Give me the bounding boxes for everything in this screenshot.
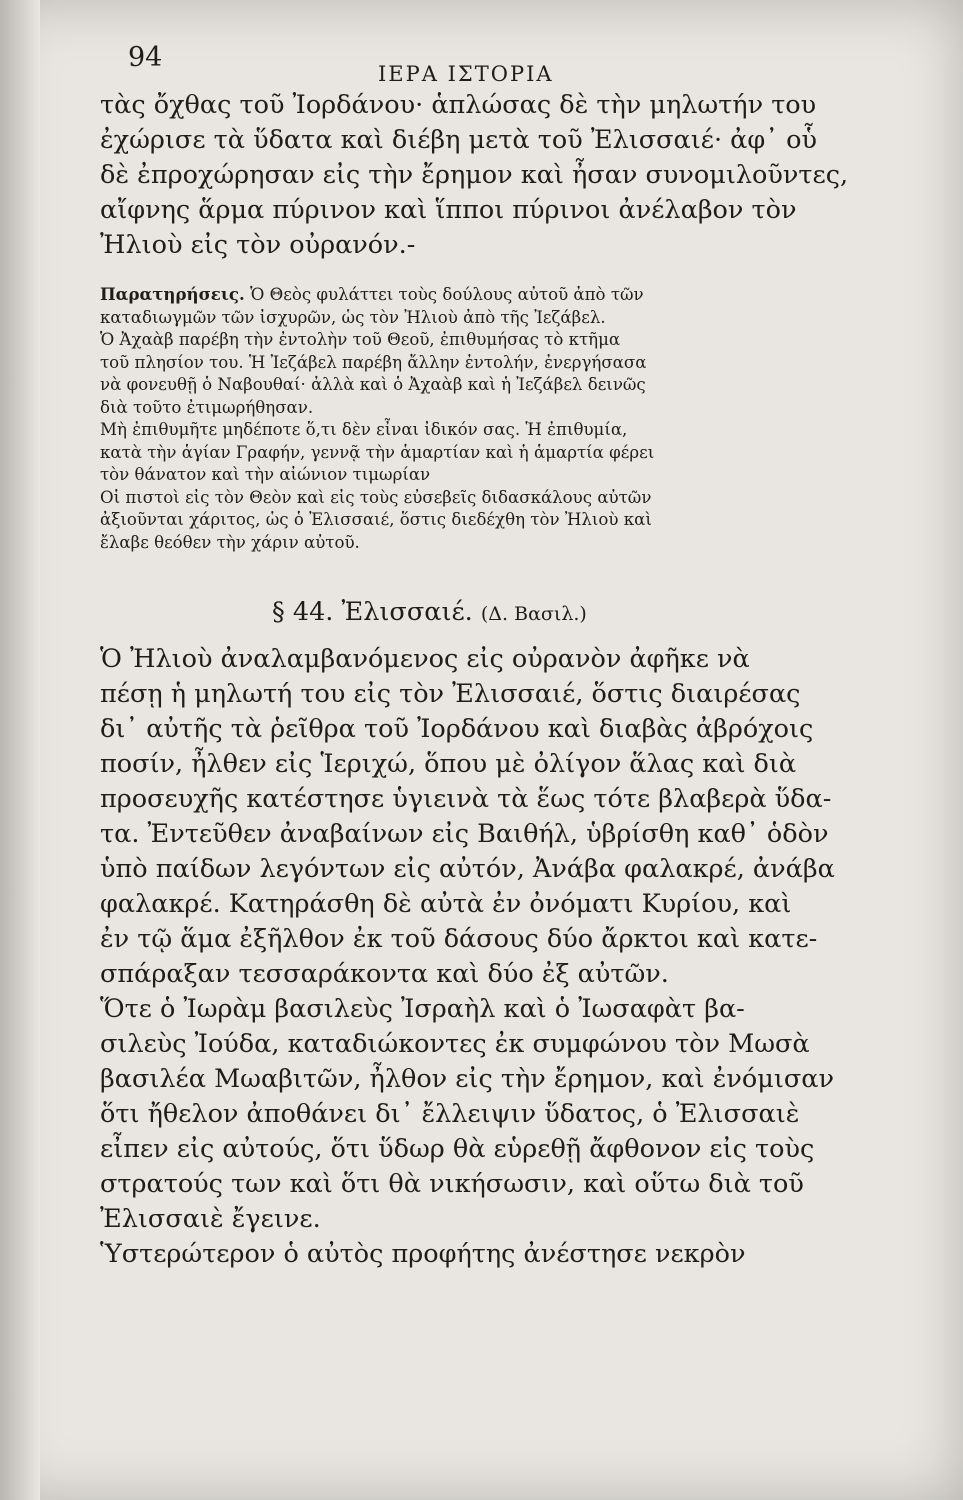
text-line: αἴφνης ἅρμα πύρινον καὶ ἵπποι πύρινοι ἀνέλαβον τὸν xyxy=(100,195,797,225)
intro-paragraph xyxy=(100,88,860,263)
text-line: εἶπεν εἰς αὐτούς, ὅτι ὕδωρ θὰ εὑρεθῇ ἄφθονον εἰς τοὺς xyxy=(100,1134,815,1164)
note-line: τοῦ πλησίον του. Ἡ Ἰεζάβελ παρέβη ἄλλην ἐντολήν, ἐνεργήσασα xyxy=(100,352,647,372)
text-line: ὅτι ἤθελον ἀποθάνει δι᾽ ἔλλειψιν ὕδατος, ὁ Ἐλισσαιὲ xyxy=(100,1099,800,1129)
text-line: ποσίν, ἦλθεν εἰς Ἱεριχώ, ὅπου μὲ ὀλίγον ἅλας καὶ διὰ xyxy=(100,749,797,779)
text-line: τα. Ἐντεῦθεν ἀναβαίνων εἰς Βαιθήλ, ὑβρίσθη καθ᾽ ὁδὸν xyxy=(100,819,829,849)
page-number: 94 xyxy=(128,42,163,73)
notes-label: Παρατηρήσεις. xyxy=(100,284,245,304)
text-line: τὰς ὄχθας τοῦ Ἰορδάνου· ἁπλώσας δὲ τὴν μηλωτήν του xyxy=(100,90,817,120)
text-line: βασιλέα Μωαβιτῶν, ἦλθον εἰς τὴν ἔρημον, καὶ ἐνόμισαν xyxy=(100,1064,834,1094)
text-line: φαλακρέ. Κατηράσθη δὲ αὐτὰ ἐν ὀνόματι Κυρίου, καὶ xyxy=(100,889,792,919)
text-line: ἐν τῷ ἅμα ἐξῆλθον ἐκ τοῦ δάσους δύο ἄρκτοι καὶ κατε- xyxy=(100,924,818,954)
note-line: νὰ φονευθῇ ὁ Ναβουθαί· ἀλλὰ καὶ ὁ Ἀχαὰβ καὶ ἡ Ἰεζάβελ δεινῶς xyxy=(100,375,646,394)
text-line: ἐχώρισε τὰ ὕδατα καὶ διέβη μετὰ τοῦ Ἐλισσαιέ· ἀφ᾽ οὗ xyxy=(100,125,817,155)
text-line: δι᾽ αὐτῆς τὰ ῥεῖθρα τοῦ Ἰορδάνου καὶ διαβὰς ἀβρόχοις xyxy=(100,714,814,744)
spacer xyxy=(100,554,860,594)
text-block xyxy=(100,38,860,1272)
section-heading-text: § 44. Ἐλισσαιέ. xyxy=(272,597,473,627)
note-line: τὸν θάνατον καὶ τὴν αἰώνιον τιμωρίαν xyxy=(100,465,431,484)
note-line: Μὴ ἐπιθυμῆτε μηδέποτε ὅ,τι δὲν εἶναι ἰδικόν σας. Ἡ ἐπιθυμία, xyxy=(100,420,628,439)
text-line: δὲ ἐπροχώρησαν εἰς τὴν ἔρημον καὶ ἦσαν συνομιλοῦντες, xyxy=(100,160,849,190)
text-line: Ὁ Ἠλιοὺ ἀναλαμβανόμενος εἰς οὐρανὸν ἀφῆκε νὰ xyxy=(100,644,750,674)
text-line: ὑπὸ παίδων λεγόντων εἰς αὐτόν, Ἀνάβα φαλακρέ, ἀνάβα xyxy=(100,854,835,884)
note-line: ἀξιοῦνται χάριτος, ὡς ὁ Ἐλισσαιέ, ὅστις διεδέχθη τὸν Ἠλιοὺ καὶ xyxy=(100,510,652,529)
note-line: κατὰ τὴν ἁγίαν Γραφήν, γεννᾷ τὴν ἁμαρτίαν καὶ ἡ ἁμαρτία φέρει xyxy=(100,442,655,462)
text-line: πέσῃ ἡ μηλωτή του εἰς τὸν Ἐλισσαιέ, ὅστις διαιρέσας xyxy=(100,679,801,709)
text-line: Ὅτε ὁ Ἰωρὰμ βασιλεὺς Ἰσραὴλ καὶ ὁ Ἰωσαφὰτ βα- xyxy=(100,994,745,1024)
running-title: ΙΕΡΑ ΙΣΤΟΡΙΑ xyxy=(378,62,554,86)
note-line: διὰ τοῦτο ἐτιμωρήθησαν. xyxy=(100,397,314,417)
notes-first-line-text: Ὁ Θεὸς φυλάττει τοὺς δούλους αὐτοῦ ἀπὸ τῶν xyxy=(250,285,644,304)
spacer xyxy=(100,263,860,283)
note-line: Ὁ Ἀχαὰβ παρέβη τὴν ἐντολὴν τοῦ Θεοῦ, ἐπιθυμήσας τὸ κτῆμα xyxy=(100,330,621,349)
notes-first-line xyxy=(100,283,860,307)
notes-block xyxy=(100,283,860,554)
note-line: Οἱ πιστοὶ εἰς τὸν Θεὸν καὶ εἰς τοὺς εὐσεβεῖς διδασκάλους αὐτῶν xyxy=(100,487,652,507)
text-line: προσευχῆς κατέστησε ὑγιεινὰ τὰ ἕως τότε βλαβερὰ ὕδα- xyxy=(100,784,832,814)
section-heading-reference: (Δ. Βασιλ.) xyxy=(480,603,587,625)
running-head xyxy=(100,38,860,88)
text-line: Ἐλισσαιὲ ἔγεινε. xyxy=(100,1204,321,1234)
note-line: ἔλαβε θεόθεν τὴν χάριν αὐτοῦ. xyxy=(100,532,360,552)
body-text xyxy=(100,642,860,1272)
book-spine-shadow xyxy=(0,0,40,1500)
section-heading xyxy=(100,594,860,632)
text-line: Ἠλιοὺ εἰς τὸν οὐρανόν.- xyxy=(100,230,416,260)
text-line: στρατούς των καὶ ὅτι θὰ νικήσωσιν, καὶ οὕτω διὰ τοῦ xyxy=(100,1169,804,1199)
text-line: σπάραξαν τεσσαράκοντα καὶ δύο ἐξ αὐτῶν. xyxy=(100,959,669,989)
note-line: καταδιωγμῶν τῶν ἰσχυρῶν, ὡς τὸν Ἠλιοὺ ἀπὸ τῆς Ἰεζάβελ. xyxy=(100,307,606,327)
text-line: σιλεὺς Ἰούδα, καταδιώκοντες ἐκ συμφώνου τὸν Μωσὰ xyxy=(100,1029,810,1059)
text-line: Ὑστερώτερον ὁ αὐτὸς προφήτης ἀνέστησε νεκρὸν xyxy=(100,1239,746,1269)
spacer xyxy=(100,632,860,642)
